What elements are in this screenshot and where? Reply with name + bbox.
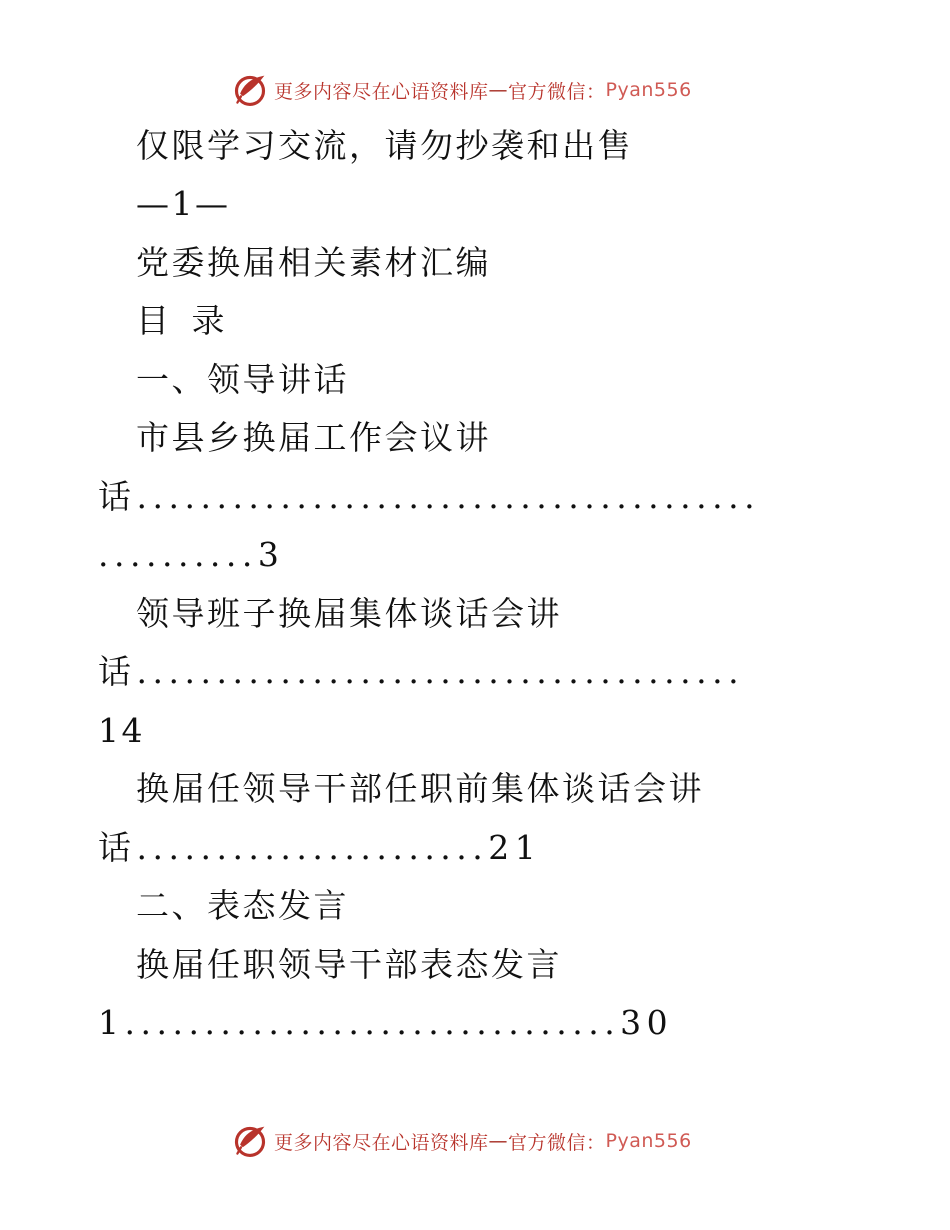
toc-entry-page: ..........3 — [98, 535, 285, 574]
notice-line: 仅限学习交流，请勿抄袭和出售 — [136, 126, 633, 165]
watermark-wechat-id: Pyan556 — [605, 79, 692, 101]
toc-entry-leader: 1...............................30 — [98, 1003, 674, 1042]
watermark-wechat-id: Pyan556 — [605, 1130, 692, 1152]
document-title: 党委换届相关素材汇编 — [136, 243, 491, 282]
toc-entry-title: 换届任职领导干部表态发言 — [136, 945, 562, 984]
toc-section-heading: 一、领导讲话 — [136, 360, 349, 399]
watermark-wechat-label: 官方微信： — [508, 1131, 606, 1154]
watermark-footer — [232, 1121, 692, 1161]
toc-entry-leader: 话...................................... — [98, 652, 745, 691]
toc-section-heading: 二、表态发言 — [136, 886, 349, 925]
quill-logo-icon — [232, 1123, 268, 1159]
toc-entry-title: 换届任领导干部任职前集体谈话会讲 — [136, 769, 704, 808]
toc-heading: 目 录 — [136, 301, 231, 340]
watermark-main-text: 更多内容尽在心语资料库 — [274, 1131, 489, 1154]
watermark-separator: — — [488, 79, 509, 101]
toc-entry-title: 市县乡换届工作会议讲 — [136, 418, 491, 457]
toc-entry-page: 14 — [98, 711, 145, 750]
toc-entry-title: 领导班子换届集体谈话会讲 — [136, 594, 562, 633]
toc-entry-leader: 话......................21 — [98, 828, 542, 867]
watermark-separator: — — [488, 1130, 509, 1152]
page-number: —1— — [136, 184, 231, 223]
watermark-header — [232, 70, 692, 110]
toc-entry-leader: 话....................................... — [98, 477, 761, 516]
quill-logo-icon — [232, 72, 268, 108]
watermark-main-text: 更多内容尽在心语资料库 — [274, 80, 489, 103]
watermark-wechat-label: 官方微信： — [508, 80, 606, 103]
